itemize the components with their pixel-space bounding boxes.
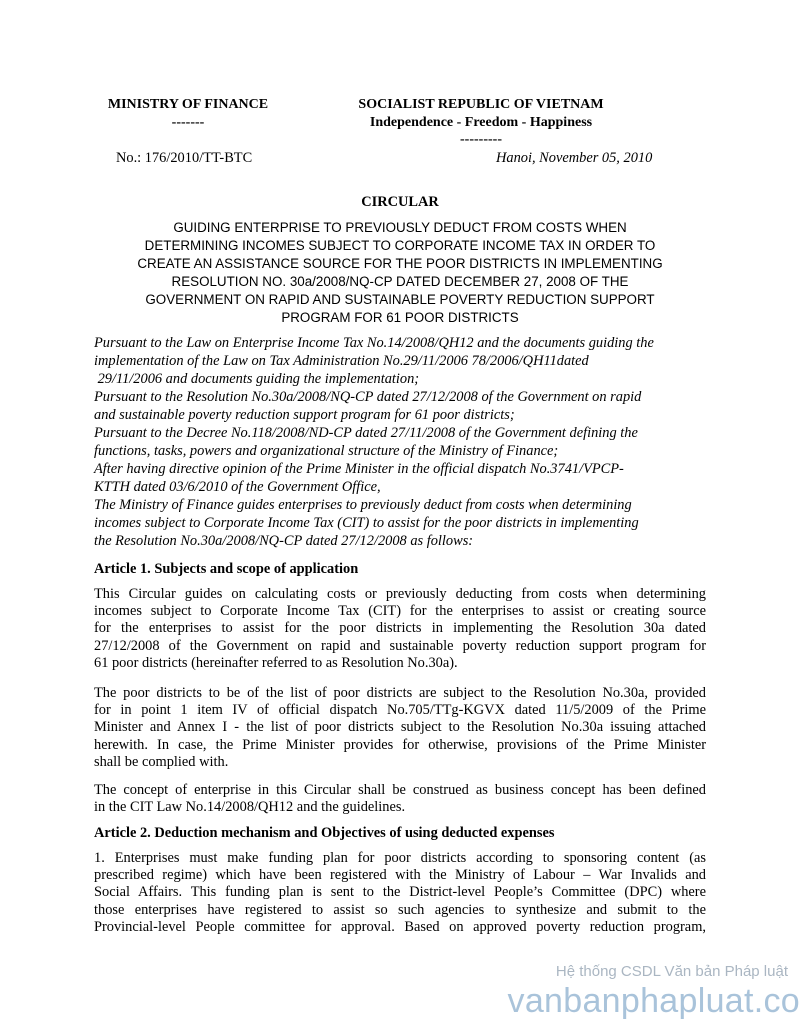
preamble-line: 29/11/2006 and documents guiding the implementation; <box>94 371 420 387</box>
paragraph-line: incomes subject to Corporate Income Tax (CIT) for the enterprises to assist or creating source <box>94 603 706 620</box>
paragraph-line: for in point 1 item IV of official dispatch No.705/TTg-KGVX dated 11/5/2009 of the Prime <box>94 702 706 719</box>
paragraph-line: in the CIT Law No.14/2008/QH12 and the guidelines. <box>94 799 406 816</box>
paragraph-line: 27/12/2008 of the Government on rapid and sustainable poverty reduction support program for <box>94 637 706 654</box>
motto-rule: --------- <box>460 132 502 147</box>
preamble-line: After having directive opinion of the Prime Minister in the official dispatch No.3741/VPCP- <box>94 461 624 477</box>
preamble <box>94 334 708 550</box>
paragraph-line: herewith. In case, the Prime Minister provides for otherwise, provisions of the Prime Minister <box>94 736 706 753</box>
title-line: GOVERNMENT ON RAPID AND SUSTAINABLE POVERTY REDUCTION SUPPORT <box>145 291 655 307</box>
preamble-line: functions, tasks, powers and organizational structure of the Ministry of Finance; <box>94 443 559 459</box>
preamble-line: implementation of the Law on Tax Administration No.29/11/2006 78/2006/QH11dated <box>94 353 589 369</box>
document-number: No.: 176/2010/TT-BTC <box>116 150 253 166</box>
article-2-heading: Article 2. Deduction mechanism and Objectives of using deducted expenses <box>94 825 555 841</box>
watermark-domain: vanbanphapluat.co <box>507 982 800 1020</box>
paragraph-line: prescribed regime) which have been registered with the Ministry of Labour – War Invalids and <box>94 867 706 884</box>
paragraph-line: for the enterprises to assist for the poor districts in implementing the Resolution 30a dated <box>94 620 706 637</box>
paragraph-line: The concept of enterprise in this Circular shall be construed as business concept has been defined <box>94 782 706 798</box>
ministry-rule: ------- <box>171 115 205 130</box>
paragraph-line: This Circular guides on calculating costs or previously deducting from costs when determining <box>94 586 706 602</box>
paragraph-line: The poor districts to be of the list of poor districts are subject to the Resolution No.30a, provided <box>94 685 706 701</box>
paragraph-line: Minister and Annex I - the list of poor districts subject to the Resolution No.30a issuing attached <box>94 719 706 736</box>
site-watermark <box>508 963 800 1021</box>
article-1-paragraph-2 <box>94 685 706 771</box>
preamble-line: Pursuant to the Resolution No.30a/2008/NQ-CP dated 27/12/2008 of the Government on rapid <box>94 389 642 405</box>
republic-name: SOCIALIST REPUBLIC OF VIETNAM <box>358 97 604 112</box>
place-and-date: Hanoi, November 05, 2010 <box>496 150 653 166</box>
article-1-paragraph-3 <box>94 782 706 816</box>
preamble-line: Pursuant to the Decree No.118/2008/ND-CP dated 27/11/2008 of the Government defining the <box>94 425 638 441</box>
document-title <box>94 219 706 326</box>
title-line: GUIDING ENTERPRISE TO PREVIOUSLY DEDUCT FROM COSTS WHEN <box>173 220 627 235</box>
preamble-line: Pursuant to the Law on Enterprise Income Tax No.14/2008/QH12 and the documents guiding the <box>94 335 654 351</box>
title-line: DETERMINING INCOMES SUBJECT TO CORPORATE INCOME TAX IN ORDER TO <box>144 237 656 253</box>
paragraph-line: Social Affairs. This funding plan is sent to the District-level People’s Committee (DPC) where <box>94 884 706 901</box>
preamble-line: KTTH dated 03/6/2010 of the Government Office, <box>94 479 381 495</box>
paragraph-line: 61 poor districts (hereinafter referred to as Resolution No.30a). <box>94 654 458 671</box>
preamble-line: The Ministry of Finance guides enterprises to previously deduct from costs when determining <box>94 497 632 513</box>
title-line: RESOLUTION NO. 30a/2008/NQ-CP DATED DECEMBER 27, 2008 OF THE <box>171 273 629 289</box>
national-motto: Independence - Freedom - Happiness <box>369 115 593 130</box>
document-type: CIRCULAR <box>361 194 439 210</box>
paragraph-line: those enterprises have registered to assist so such agencies to synthesize and submit to the <box>94 901 706 918</box>
preamble-line: the Resolution No.30a/2008/NQ-CP dated 27/12/2008 as follows: <box>94 533 474 549</box>
title-line: CREATE AN ASSISTANCE SOURCE FOR THE POOR DISTRICTS IN IMPLEMENTING <box>137 255 663 271</box>
preamble-line: and sustainable poverty reduction support program for 61 poor districts; <box>94 407 515 423</box>
title-line: PROGRAM FOR 61 POOR DISTRICTS <box>281 309 519 325</box>
paragraph-line: Provincial-level People committee for approval. Based on approved poverty reduction program, <box>94 918 706 935</box>
article-1-heading: Article 1. Subjects and scope of application <box>94 561 359 577</box>
article-2-paragraph-1 <box>94 850 706 936</box>
paragraph-line: shall be complied with. <box>94 753 229 770</box>
article-1-paragraph-1 <box>94 586 706 672</box>
watermark-caption: Hệ thống CSDL Văn bản Pháp luật <box>555 963 788 980</box>
paragraph-line: 1. Enterprises must make funding plan for poor districts according to sponsoring content (as <box>94 850 706 866</box>
preamble-line: incomes subject to Corporate Income Tax (CIT) to assist for the poor districts in implementing <box>94 515 639 531</box>
ministry-name: MINISTRY OF FINANCE <box>107 97 269 112</box>
